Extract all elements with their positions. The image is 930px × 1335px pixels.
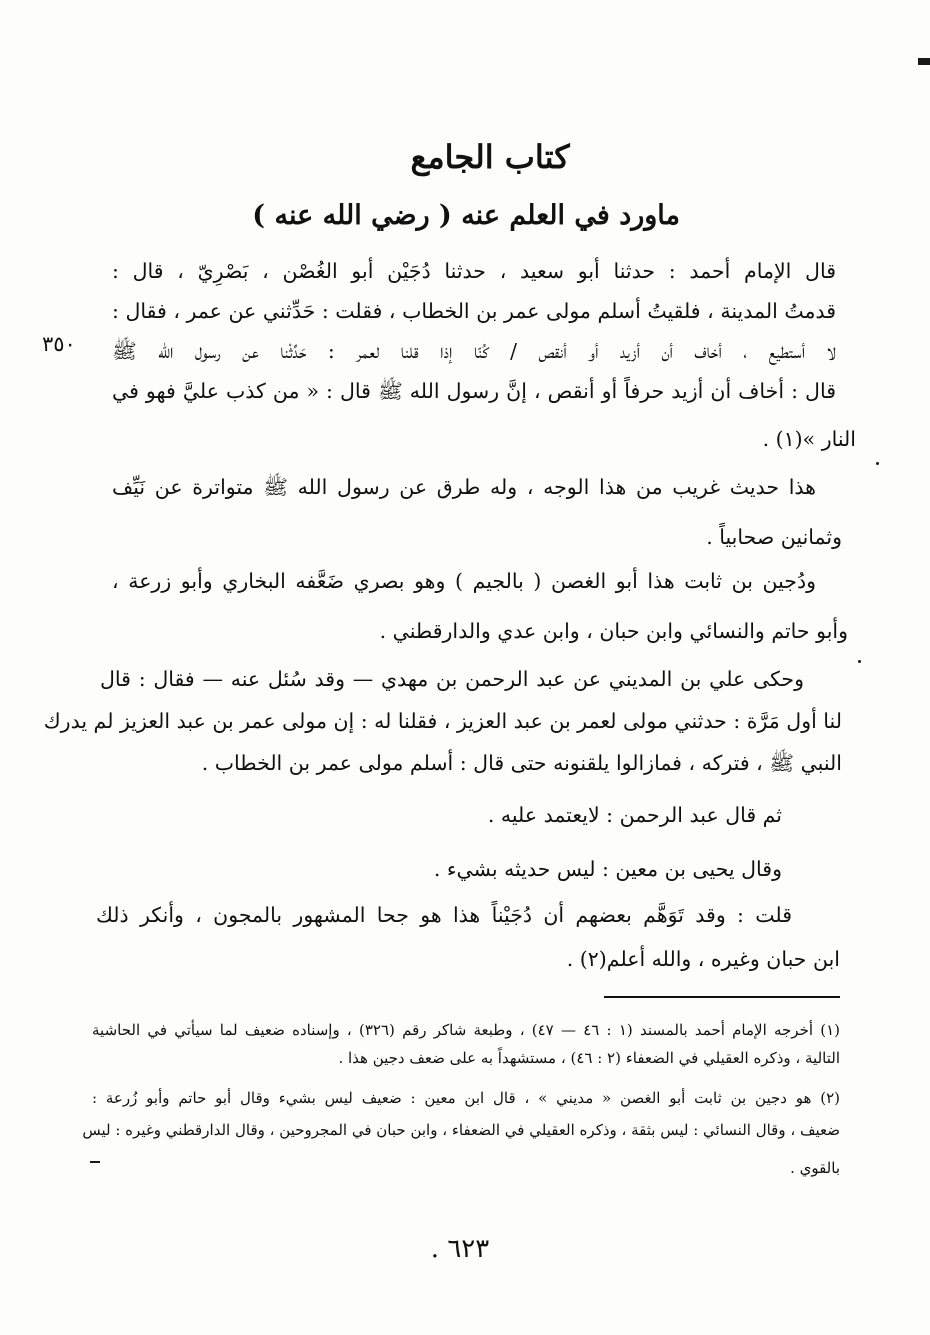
body-line: ابن حبان وغيره ، والله أعلم(٢) . — [566, 947, 840, 971]
footnote-line: بالقوي . — [790, 1159, 840, 1177]
scan-artifact — [90, 1161, 100, 1163]
footnote-line: (٢) هو دجين بن ثابت أبو الغصن « مديني » ، قال ابن معين : ضعيف ليس بشيء وقال أبو حاتم وأبو زُرعة : — [92, 1089, 840, 1107]
body-line: ثم قال عبد الرحمن : لايعتمد عليه . — [487, 803, 782, 827]
body-line: قال : أخاف أن أزيد حرفاً أو أنقص ، إنَّ رسول الله ﷺ قال : « من كذب عليَّ فهو في — [112, 379, 836, 403]
body-line: قلت : وقد تَوَهَّم بعضهم أن دُجَيْناً هذا هو جحا المشهور بالمجون ، وأنكر ذلك — [96, 903, 792, 927]
section-title: ماورد في العلم عنه ( رضي الله عنه ) — [252, 200, 680, 231]
body-line: وقال يحيى بن معين : ليس حديثه بشيء . — [433, 857, 782, 881]
scan-artifact — [858, 660, 861, 663]
footnote-divider — [604, 996, 840, 998]
body-line: قدمتُ المدينة ، فلقيتُ أسلم مولى عمر بن الخطاب ، فقلت : حَدِّثني عن عمر ، فقال : — [112, 299, 836, 323]
footnote-line: (١) أخرجه الإمام أحمد بالمسند (١ : ٤٦ — ٤٧) ، وطبعة شاكر رقم (٣٢٦) ، وإسناده ضعيف لما سيأتي في الحاشية — [92, 1021, 841, 1039]
body-line: وثمانين صحابياً . — [706, 525, 842, 549]
body-line: وحكى علي بن المديني عن عبد الرحمن بن مهدي — وقد سُئل عنه — فقال : قال — [100, 667, 804, 691]
body-line: النبي ﷺ ، فتركه ، فمازالوا يلقنونه حتى قال : أسلم مولى عمر بن الخطاب . — [201, 751, 842, 775]
scan-artifact — [876, 462, 879, 465]
margin-page-reference: ٣٥٠ — [42, 332, 76, 356]
body-line: النار »(١) . — [762, 427, 856, 451]
scan-artifact — [918, 58, 930, 65]
body-line: قال الإمام أحمد : حدثنا أبو سعيد ، حدثنا دُجَيْن أبو الغُصْن ، بَصْرِيّ ، قال : — [112, 259, 836, 283]
body-line: هذا حديث غريب من هذا الوجه ، وله طرق عن رسول الله ﷺ متواترة عن نَيِّف — [112, 475, 816, 499]
footnote-line: التالية ، وذكره العقيلي في الضعفاء (٢ : ٤٦) ، مستشهداً به على ضعف دجين هذا . — [338, 1049, 840, 1067]
page-number: ٦٢٣ . — [430, 1234, 490, 1264]
body-line: لنا أول مَرَّة : حدثني مولى لعمر بن عبد العزيز ، فقلنا له : إن مولى عمر بن عبد العزيز لم يدرك — [43, 709, 842, 733]
body-line: لا أستطيع ، أخاف أن أزيد أو أنقص / كُنّا إذا قلنا لعمر : حَدِّثْنا عن رسول الله ﷺ — [112, 339, 836, 363]
book-title: كتاب الجامع — [410, 138, 570, 176]
body-line: وأبو حاتم والنسائي وابن حبان ، وابن عدي والدارقطني . — [379, 619, 848, 643]
body-line: ودُجين بن ثابت هذا أبو الغصن ( بالجيم ) وهو بصري ضَعَّفه البخاري وأبو زرعة ، — [112, 569, 816, 593]
footnote-line: ضعيف ، وقال النسائي : ليس بثقة ، وذكره العقيلي في الضعفاء ، وابن حبان في المجروحين ، وقال الدارقطني وغيره : ليس — [82, 1121, 840, 1139]
